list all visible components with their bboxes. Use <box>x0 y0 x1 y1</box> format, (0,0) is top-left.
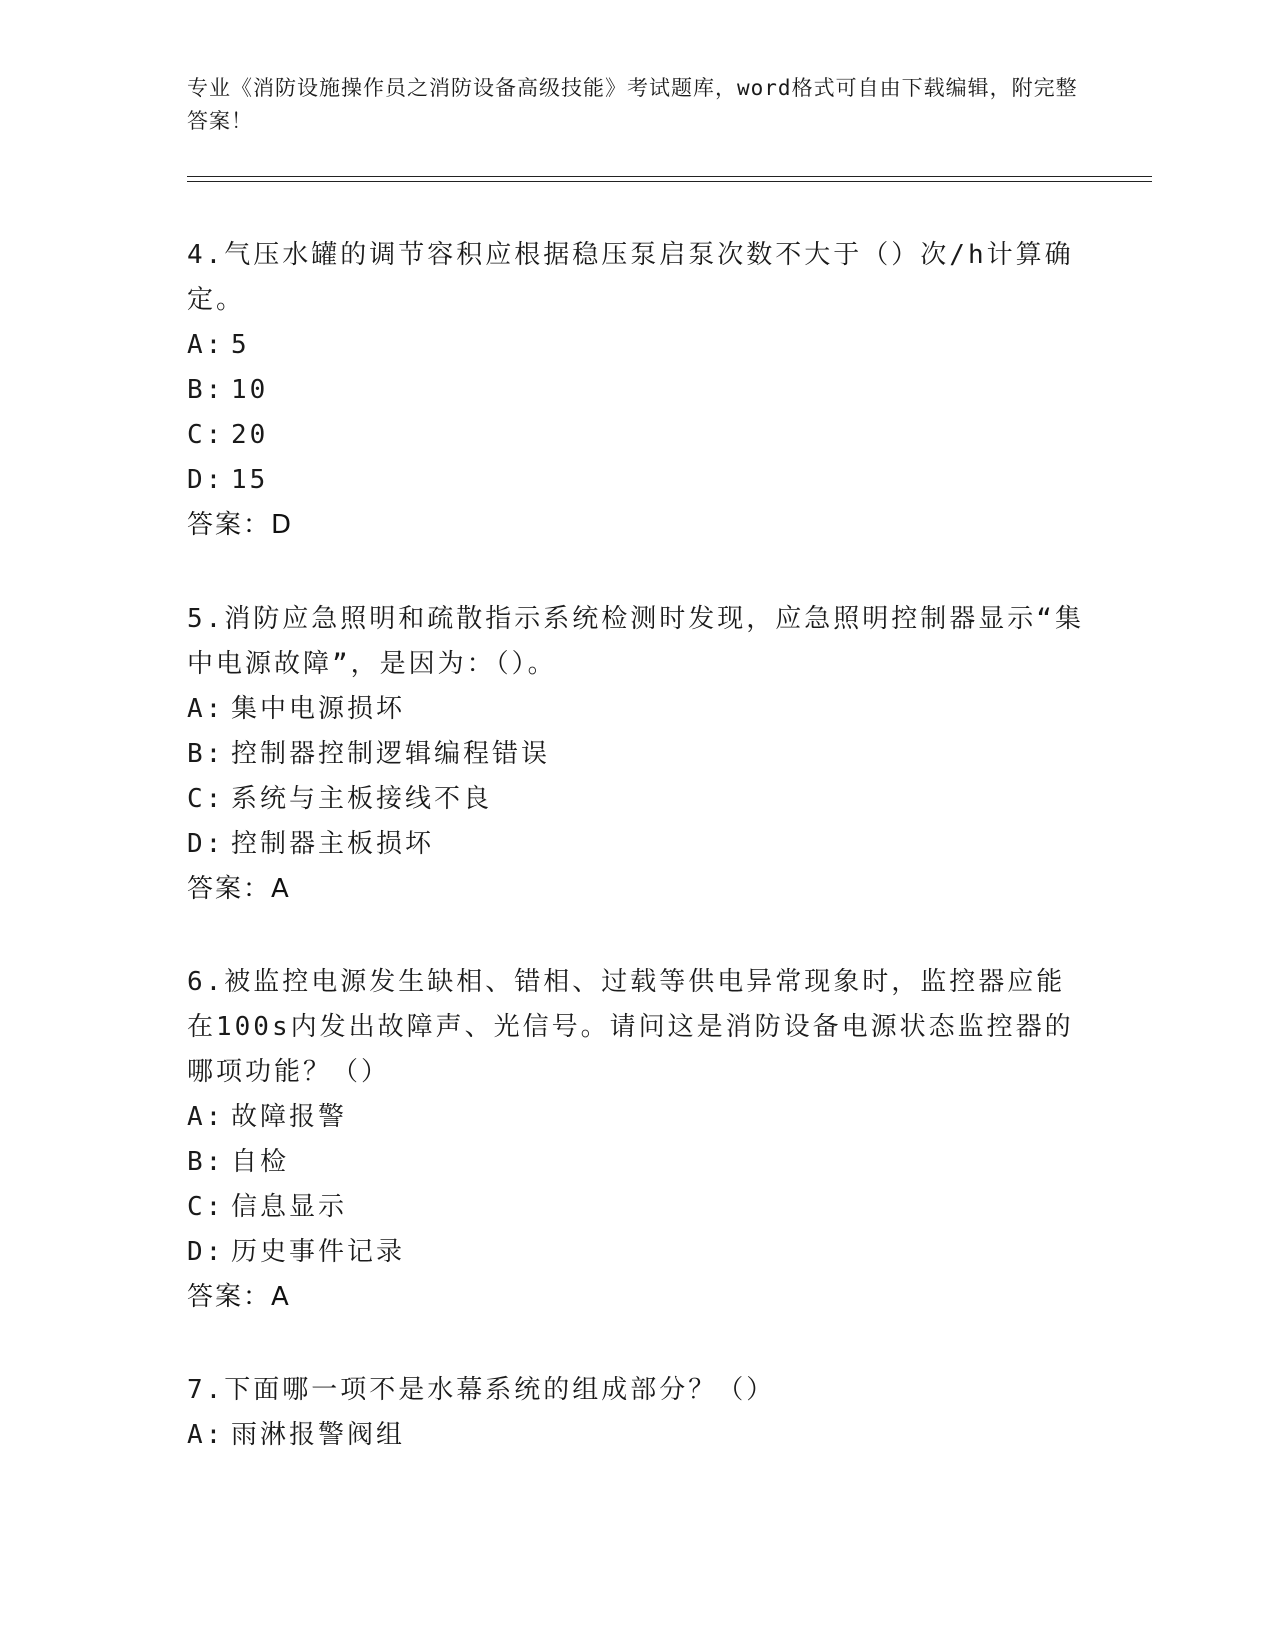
option-a <box>187 1413 1087 1458</box>
option-text: 集中电源损坏 <box>231 694 406 724</box>
question-5 <box>187 597 1087 912</box>
option-letter: C: <box>187 784 225 814</box>
option-letter: C: <box>187 420 225 450</box>
document-header: 专业《消防设施操作员之消防设备高级技能》考试题库，word格式可自由下载编辑，附完整答案！ <box>187 76 1078 133</box>
option-letter: A: <box>187 694 225 724</box>
option-letter: C: <box>187 1192 225 1222</box>
question-text: 4.气压水罐的调节容积应根据稳压泵启泵次数不大于（）次/h计算确定。 <box>187 240 1074 315</box>
option-d <box>187 1230 1087 1275</box>
option-text: 20 <box>231 420 269 450</box>
answer-label: 答案：A <box>187 1282 291 1312</box>
option-text: 控制器主板损坏 <box>231 829 435 859</box>
header-divider-bottom <box>187 181 1152 182</box>
option-b <box>187 732 1087 777</box>
option-letter: D: <box>187 465 225 495</box>
question-4 <box>187 233 1087 548</box>
option-b <box>187 1140 1087 1185</box>
option-a <box>187 1095 1087 1140</box>
option-letter: A: <box>187 1420 225 1450</box>
option-b <box>187 368 1087 413</box>
option-letter: D: <box>187 829 225 859</box>
option-letter: B: <box>187 1147 225 1177</box>
option-text: 历史事件记录 <box>231 1237 406 1267</box>
option-a <box>187 323 1087 368</box>
option-text: 15 <box>231 465 269 495</box>
question-text: 6.被监控电源发生缺相、错相、过载等供电异常现象时，监控器应能在100s内发出故障声、光信号。请问这是消防设备电源状态监控器的哪项功能？（） <box>187 967 1074 1087</box>
option-c <box>187 777 1087 822</box>
question-7 <box>187 1368 1087 1458</box>
option-text: 控制器控制逻辑编程错误 <box>231 739 551 769</box>
option-text: 雨淋报警阀组 <box>231 1420 406 1450</box>
option-letter: D: <box>187 1237 225 1267</box>
option-text: 信息显示 <box>231 1192 348 1222</box>
option-text: 5 <box>231 330 250 360</box>
option-c <box>187 413 1087 458</box>
option-c <box>187 1185 1087 1230</box>
question-6 <box>187 960 1087 1320</box>
question-text: 5.消防应急照明和疏散指示系统检测时发现，应急照明控制器显示“集中电源故障”，是因为：（）。 <box>187 604 1084 679</box>
option-a <box>187 687 1087 732</box>
option-letter: B: <box>187 739 225 769</box>
question-text: 7.下面哪一项不是水幕系统的组成部分？（） <box>187 1375 776 1405</box>
option-letter: B: <box>187 375 225 405</box>
option-text: 系统与主板接线不良 <box>231 784 493 814</box>
option-text: 自检 <box>231 1147 290 1177</box>
answer-label: 答案：D <box>187 510 294 540</box>
option-text: 故障报警 <box>231 1102 348 1132</box>
option-d <box>187 822 1087 867</box>
header-divider-top <box>187 176 1152 177</box>
option-letter: A: <box>187 1102 225 1132</box>
option-d <box>187 458 1087 503</box>
option-letter: A: <box>187 330 225 360</box>
answer-label: 答案：A <box>187 874 291 904</box>
option-text: 10 <box>231 375 269 405</box>
